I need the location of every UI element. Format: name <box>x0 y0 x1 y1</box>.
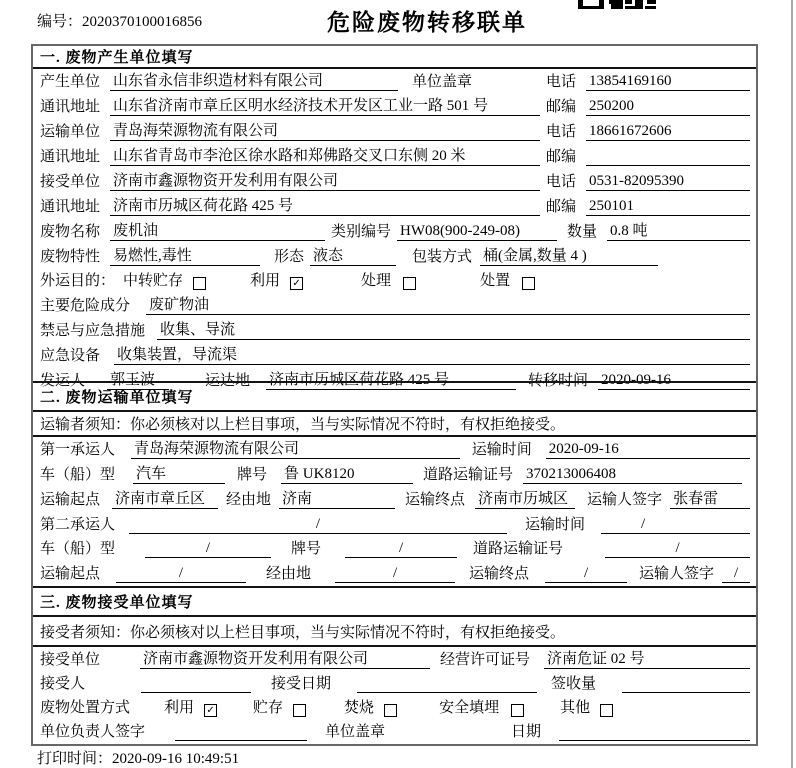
manifest-form <box>31 44 758 746</box>
main-hazard-value: 废矿物油 <box>146 293 750 315</box>
transfer-time-value: 2020-09-16 <box>598 372 750 390</box>
section1-header: 一. 废物产生单位填写 <box>33 46 756 69</box>
producer-address-label: 通讯地址 <box>40 99 101 115</box>
quantity-label: 数量 <box>567 224 598 240</box>
phone-label: 电话 <box>546 74 577 90</box>
transport-time-value: 2020-09-16 <box>546 441 750 459</box>
endpoint-label: 运输终点 <box>469 566 530 583</box>
checkbox-transfer-storage <box>193 277 206 290</box>
packing-value: 桶(金属,数量 4 ) <box>480 244 658 266</box>
option-storage-label: 贮存 <box>253 700 284 716</box>
row-vehicle-type-1 <box>33 462 756 487</box>
zip-label: 邮编 <box>546 199 577 215</box>
section2-header: 二. 废物运输单位填写 <box>33 381 756 412</box>
category-code-label: 类别编号 <box>331 224 392 240</box>
endpoint-value: 济南市历城区 <box>475 487 575 509</box>
option-landfill-label: 安全填埋 <box>439 700 500 716</box>
section1-rows <box>33 69 756 389</box>
producer-phone-value: 13854169160 <box>586 73 750 91</box>
producer-unit-label: 产生单位 <box>40 74 101 90</box>
receiver-address-cell <box>40 194 540 216</box>
option-utilize-label: 利用 <box>250 273 281 289</box>
unit-seal-label: 单位盖章 <box>325 724 386 740</box>
row-transport-route-2 <box>33 561 756 586</box>
option-transfer-storage-label: 中转贮存 <box>123 273 184 289</box>
category-code-value: HW08(900-249-08) <box>397 223 557 241</box>
receiver-unit-cell <box>40 169 540 191</box>
transport-unit-label: 运输单位 <box>40 124 101 140</box>
serial-label: 编号： <box>37 14 83 30</box>
row-receiver-unit <box>33 169 756 194</box>
producer-zip-value: 250200 <box>586 98 750 116</box>
plate-number-value: 鲁 UK8120 <box>281 462 413 484</box>
row-waste-property <box>33 244 756 269</box>
waste-property-label: 废物特性 <box>40 249 101 265</box>
producer-unit-value: 山东省永信非织造材料有限公司 <box>110 69 398 91</box>
option-other-label: 其他 <box>560 700 591 716</box>
accept-unit-label: 接受单位 <box>40 652 101 668</box>
unit-seal-label: 单位盖章 <box>412 74 473 90</box>
transport-address-label: 通讯地址 <box>40 149 101 165</box>
row-transport-address <box>33 144 756 169</box>
emergency-measures-label: 禁忌与应急措施 <box>40 323 146 339</box>
responsible-signature-label: 单位负责人签字 <box>40 724 146 740</box>
checkbox-other <box>600 704 613 717</box>
license-number-value: 济南危证 02 号 <box>544 647 750 669</box>
row-producer-unit <box>33 69 756 94</box>
first-carrier-label: 第一承运人 <box>40 442 116 458</box>
vehicle-type-label: 车（船）型 <box>40 541 116 558</box>
row-disposal-method <box>33 696 756 720</box>
section3-header: 三. 废物接受单位填写 <box>33 586 756 617</box>
emergency-measures-value: 收集、导流 <box>157 318 750 340</box>
signed-quantity-label: 签收量 <box>551 676 597 692</box>
acceptor-label: 接受人 <box>40 676 86 692</box>
receiver-address-value: 济南市历城区荷花路 425 号 <box>110 194 540 216</box>
quantity-value: 0.8 吨 <box>607 219 750 241</box>
section3-notice: 接受者须知：你必须核对以上栏目事项，当与实际情况不符时，有权拒绝接受。 <box>33 617 756 647</box>
row-vehicle-type-2 <box>33 537 756 562</box>
checkbox-incinerate <box>384 704 397 717</box>
page-edge-line <box>791 0 793 768</box>
transport-phone-value: 18661672606 <box>586 123 750 141</box>
road-permit-value: 370213006408 <box>523 466 742 484</box>
carrier-sign-value: / <box>722 565 750 583</box>
plate-number-label: 牌号 <box>237 467 268 483</box>
accept-unit-value: 济南市鑫源物资开发利用有限公司 <box>140 647 430 669</box>
producer-unit-cell <box>40 69 540 91</box>
producer-phone-cell <box>540 70 750 91</box>
plate-number-value: / <box>345 540 457 558</box>
row-second-carrier <box>33 512 756 537</box>
row-acceptor <box>33 672 756 696</box>
transport-address-cell <box>40 144 540 166</box>
zip-label: 邮编 <box>546 99 577 115</box>
row-emergency-equipment <box>33 343 756 368</box>
row-receiver-address <box>33 194 756 219</box>
transport-zip-cell <box>540 145 750 166</box>
producer-zip-cell <box>540 95 750 116</box>
checkbox-storage <box>293 704 306 717</box>
option-utilize-label: 利用 <box>164 700 195 716</box>
checkbox-landfill <box>511 704 524 717</box>
origin-label: 运输起点 <box>40 566 101 583</box>
receiver-phone-value: 0531-82095390 <box>586 173 750 191</box>
date-label: 日期 <box>511 724 542 740</box>
carrier-sign-label: 运输人签字 <box>639 566 715 583</box>
second-carrier-label: 第二承运人 <box>40 516 116 533</box>
transport-phone-cell <box>540 120 750 141</box>
section2-notice: 运输者须知：你必须核对以上栏目事项，当与实际情况不符时，有权拒绝接受。 <box>33 412 756 437</box>
plate-number-label: 牌号 <box>291 541 322 558</box>
via-value: 济南 <box>279 487 395 509</box>
destination-label: 运达地 <box>205 373 251 389</box>
origin-value: / <box>116 565 246 583</box>
zip-label: 邮编 <box>546 149 577 165</box>
shipper-label: 发运人 <box>40 373 86 389</box>
section3-rows <box>33 647 756 744</box>
section2-rows <box>33 437 756 586</box>
row-outbound-purpose <box>33 269 756 293</box>
license-number-label: 经营许可证号 <box>440 652 531 668</box>
accept-date-value <box>357 676 537 693</box>
packing-label: 包装方式 <box>412 249 473 265</box>
endpoint-label: 运输终点 <box>405 492 466 508</box>
signed-quantity-value <box>622 676 750 693</box>
origin-label: 运输起点 <box>40 492 101 508</box>
waste-name-label: 废物名称 <box>40 224 101 240</box>
acceptor-value <box>141 676 251 693</box>
phone-label: 电话 <box>546 124 577 140</box>
receiver-address-label: 通讯地址 <box>40 199 101 215</box>
second-carrier-value: / <box>129 516 507 534</box>
checkbox-treat <box>403 277 416 290</box>
via-label: 经由地 <box>226 492 272 508</box>
row-transport-route-1 <box>33 487 756 512</box>
row-emergency-measures <box>33 318 756 343</box>
road-permit-label: 道路运输证号 <box>423 467 514 483</box>
transport-time-label: 运输时间 <box>525 516 586 533</box>
row-accept-unit <box>33 647 756 672</box>
form-state-label: 形态 <box>274 249 305 265</box>
transport-time-value: / <box>601 516 750 534</box>
print-time: 打印时间：2020-09-16 10:49:51 <box>37 751 240 767</box>
vehicle-type-value: 汽车 <box>133 462 225 484</box>
emergency-equipment-label: 应急设备 <box>40 348 101 364</box>
checkbox-utilize-checked: ✓ <box>204 704 217 717</box>
receiver-zip-value: 250101 <box>586 198 750 216</box>
outbound-purpose-label: 外运目的： <box>40 273 116 289</box>
road-permit-label: 道路运输证号 <box>473 541 564 558</box>
via-value: / <box>335 565 455 583</box>
waste-property-value: 易燃性,毒性 <box>110 244 260 266</box>
checkbox-utilize-checked: ✓ <box>290 277 303 290</box>
emergency-equipment-value: 收集装置，导流渠 <box>114 343 750 365</box>
serial-value: 2020370100016856 <box>82 14 203 30</box>
main-hazard-label: 主要危险成分 <box>40 298 131 314</box>
phone-label: 电话 <box>546 174 577 190</box>
receiver-unit-label: 接受单位 <box>40 174 101 190</box>
waste-name-value: 废机油 <box>110 219 325 241</box>
via-label: 经由地 <box>266 566 312 583</box>
row-main-hazard <box>33 293 756 318</box>
transport-unit-cell <box>40 119 540 141</box>
carrier-sign-value: 张春雷 <box>670 487 750 509</box>
endpoint-value: / <box>545 565 627 583</box>
shipper-value: 郭玉波 <box>107 368 169 390</box>
vehicle-type-label: 车（船）型 <box>40 467 116 483</box>
row-waste-name <box>33 219 756 244</box>
road-permit-value: / <box>605 540 750 558</box>
transport-address-value: 山东省青岛市李沧区徐水路和郑佛路交叉口东侧 20 米 <box>110 144 540 166</box>
responsible-signature-value <box>175 724 307 741</box>
qr-code-fragment <box>578 0 656 9</box>
row-producer-address <box>33 94 756 119</box>
origin-value: 济南市章丘区 <box>112 487 218 509</box>
checkbox-dispose <box>522 277 535 290</box>
receiver-unit-value: 济南市鑫源物资开发利用有限公司 <box>110 169 540 191</box>
receiver-zip-cell <box>540 195 750 216</box>
option-treat-label: 处理 <box>361 273 392 289</box>
option-dispose-label: 处置 <box>480 273 511 289</box>
date-value <box>559 724 750 741</box>
option-incinerate-label: 焚烧 <box>344 700 375 716</box>
row-transport-unit <box>33 119 756 144</box>
transfer-time-label: 转移时间 <box>528 373 589 389</box>
producer-address-value: 山东省济南市章丘区明水经济技术开发区工业一路 501 号 <box>110 94 540 116</box>
serial-number-line <box>37 10 202 31</box>
transport-zip-value <box>586 149 750 166</box>
form-state-value: 液态 <box>310 244 396 266</box>
disposal-method-label: 废物处置方式 <box>40 700 131 716</box>
vehicle-type-value: / <box>145 540 271 558</box>
page-title: 危险废物转移联单 <box>327 10 527 35</box>
producer-address-cell <box>40 94 540 116</box>
row-first-carrier <box>33 437 756 462</box>
first-carrier-value: 青岛海荣源物流有限公司 <box>131 437 460 459</box>
transport-time-label: 运输时间 <box>471 442 532 458</box>
receiver-phone-cell <box>540 170 750 191</box>
carrier-sign-label: 运输人签字 <box>587 492 663 508</box>
destination-value: 济南市历城区荷花路 425 号 <box>266 368 516 390</box>
row-responsible-signature <box>33 720 756 744</box>
accept-date-label: 接受日期 <box>271 676 332 692</box>
transport-unit-value: 青岛海荣源物流有限公司 <box>110 119 540 141</box>
